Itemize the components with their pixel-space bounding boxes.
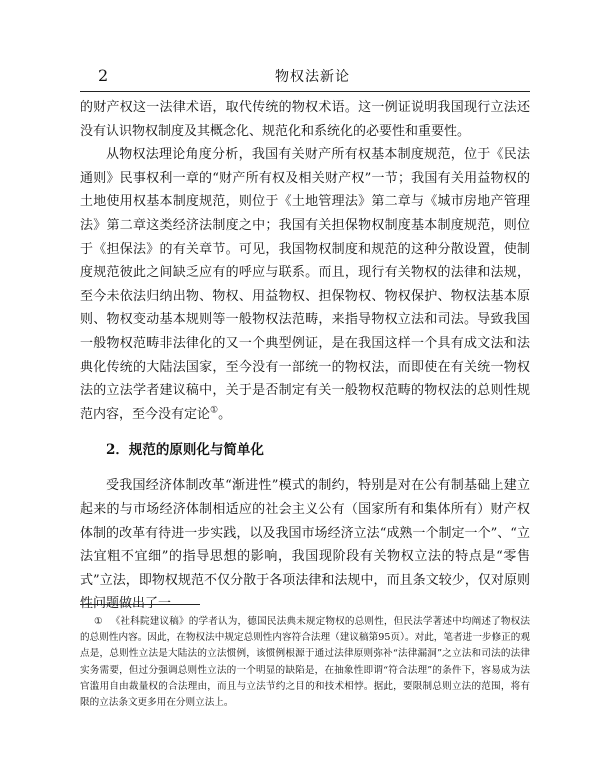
- header-rule: [80, 91, 530, 92]
- page-number: 2: [98, 66, 109, 85]
- paragraph-2: [80, 143, 530, 426]
- paragraph-1: 的财产权这一法律术语，取代传统的物权术语。这一例证说明我国现行立法还没有认识物权制度及其概念化、规范化和系统化的必要性和重要性。: [80, 100, 530, 139]
- footnote-reference[interactable]: ①: [210, 405, 219, 416]
- running-title: 物权法新论: [275, 69, 350, 85]
- footnote-rule: [80, 604, 200, 605]
- footnote: [80, 614, 530, 711]
- section-heading: 2．规范的原则化与简单化: [106, 442, 264, 459]
- footnote-text: 《社科院建议稿》的学者认为，德国民法典未规定物权的总则性，但民法学著述中均阐述了物权法的总则性内容。因此，在物权法中规定总则性内容符合法理（建议稿第95页）。对此，笔者进一步修正的观点是，总则性立法是大陆法的立法惯例，该惯例根源于通过法律原则弥补“法律漏洞”之立法和司法的法律实务需要，但过分强调总则性立法的一个明显的缺陷是，在抽象性即谓“符合法理”的条件下，容易成为法官滥用自由裁量权的合法理由，而且与立法节约之目的和技术相悖。据此，要限制总则立法的范围，将有限的立法条文更多用在分则立法上。: [80, 616, 530, 709]
- paragraph-3: 受我国经济体制改革“渐进性”模式的制约，特别是对在公有制基础上建立起来的与市场经济体制相适应的社会主义公有（国家所有和集体所有）财产权体制的改革有待进一步实践，以及我国市场经济立法“成熟一个制定一个”、“立法宜粗不宜细”的指导思想的影响，我国现阶段有关物权立法的特点是“零售式”立法，即物权规范不仅分散于各项法律和法规中，而且条文较少，仅对原则性问题做出了一: [80, 478, 530, 612]
- paragraph-2-text: 从物权法理论角度分析，我国有关财产所有权基本制度规范，位于《民法通则》民事权利一章的“财产所有权及相关财产权”一节；我国有关用益物权的土地使用权基本制度规范，则位于《土地管理法》第二章与《城市房地产管理法》第二章这类经济法制度之中；我国有关担保物权制度基本制度规范，则位于《担保法》的有关章节。可见，我国物权制度和规范的这种分散设置，使制度规范彼此之间缺乏应有的呼应与联系。而且，现行有关物权的法律和法规，至今未依法归纳出物、物权、用益物权、担保物权、物权保护、物权法基本原则、物权变动基本规则等一般物权法范畴，来指导物权立法和司法。导致我国一般物权范畴非法律化的又一个典型例证，是在我国这样一个具有成文法和法典化传统的大陆法国家，至今没有一部统一的物权法，而即使在有关统一物权法的立法学者建议稿中，关于是否制定有关一般物权范畴的物权法的总则性规范内容，至今没有定论: [80, 147, 530, 422]
- paragraph-2-end: 。: [218, 406, 232, 422]
- body-text: [80, 96, 530, 616]
- footnote-mark: ①: [94, 616, 103, 627]
